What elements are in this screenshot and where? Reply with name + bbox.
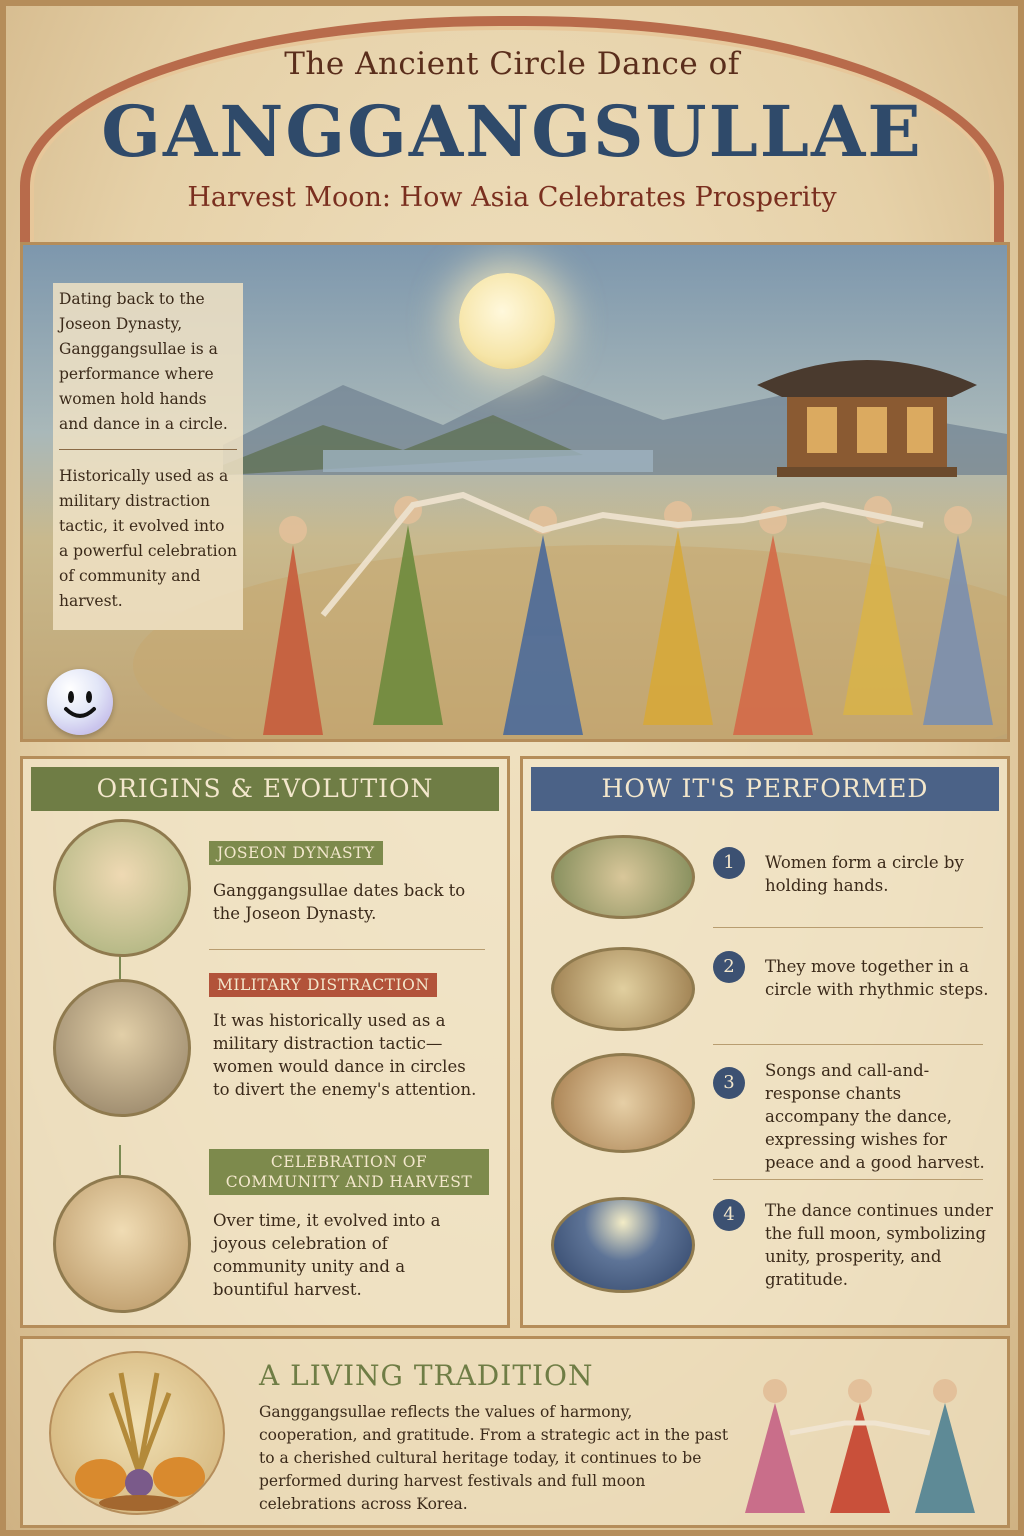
step-4: [523, 1191, 1013, 1311]
divider-line: [209, 949, 485, 950]
page-title: GANGGANGSULLAE: [101, 90, 923, 173]
step-text: They move together in a circle with rhythmic steps.: [765, 957, 989, 999]
step-text: Songs and call-and-response chants accompany the dance, expressing wishes for peace and a good harvest.: [765, 1061, 985, 1172]
hero-paragraph-2: Historically used as a military distraction tactic, it evolved into a powerful celebration of community and harvest.: [59, 467, 237, 610]
step-text: The dance continues under the full moon, symbolizing unity, prosperity, and gratitude.: [765, 1201, 993, 1289]
origin-item-celebration: [23, 1153, 513, 1315]
origins-panel: [20, 756, 510, 1328]
smiley-face-icon: [47, 669, 113, 735]
origin-description: Ganggangsullae dates back to the Joseon Dynasty.: [213, 881, 466, 923]
performance-panel: [520, 756, 1010, 1328]
page-subtitle: Harvest Moon: How Asia Celebrates Prosperity: [187, 182, 837, 213]
performance-heading: HOW IT'S PERFORMED: [531, 767, 999, 811]
divider-line: [713, 1179, 983, 1180]
step-text: Women form a circle by holding hands.: [765, 853, 964, 895]
title-small: The Ancient Circle Dance of: [284, 46, 740, 82]
harvest-produce-icon: [49, 1351, 225, 1515]
origin-item-joseon: [23, 819, 513, 959]
singing-women-icon: [551, 1053, 695, 1153]
tradition-heading: A LIVING TRADITION: [259, 1359, 594, 1392]
dancing-women-icon: [53, 1175, 191, 1313]
origin-description: It was historically used as a military distraction tactic—women would dance in circles to divert the enemy's attention.: [213, 1011, 477, 1099]
origin-item-military: [23, 976, 513, 1119]
step-number: 2: [713, 951, 745, 983]
step-number: 3: [713, 1067, 745, 1099]
origin-tag: JOSEON DYNASTY: [209, 841, 383, 865]
origin-description: Over time, it evolved into a joyous celebration of community unity and a bountiful harvest.: [213, 1211, 441, 1299]
step-3: [523, 1053, 1013, 1173]
step-number: 1: [713, 847, 745, 879]
hero-description: [53, 283, 243, 630]
moonlit-dance-icon: [551, 1197, 695, 1293]
full-moon-icon: [459, 273, 555, 369]
step-1: [523, 829, 1013, 949]
hero-paragraph-1: Dating back to the Joseon Dynasty, Ganggangsullae is a performance where women hold hands and dance in a circle.: [59, 290, 228, 433]
arrow-down-icon: [119, 1145, 121, 1175]
joseon-woman-portrait-icon: [53, 819, 191, 957]
three-dancers-illustration: [735, 1353, 1005, 1521]
divider-line: [713, 1044, 983, 1045]
origin-tag: MILITARY DISTRACTION: [209, 973, 437, 997]
step-number: 4: [713, 1199, 745, 1231]
divider-line: [713, 927, 983, 928]
hero-divider: [59, 449, 237, 450]
circle-forming-icon: [551, 835, 695, 919]
tradition-text: Ganggangsullae reflects the values of harmony, cooperation, and gratitude. From a strategic act in the past to a cherished cultural heritage today, it continues to be performed during harvest festivals and full moon celebrations across Korea.: [259, 1403, 729, 1513]
circle-dancers-illustration: [223, 435, 1010, 735]
step-2: [523, 941, 1013, 1061]
origins-heading: ORIGINS & EVOLUTION: [31, 767, 499, 811]
tradition-section: [20, 1336, 1010, 1528]
hero-scene: [20, 242, 1010, 742]
rhythmic-steps-icon: [551, 947, 695, 1031]
origin-tag: CELEBRATION OF COMMUNITY AND HARVEST: [209, 1149, 489, 1195]
watchtower-icon: [53, 979, 191, 1117]
